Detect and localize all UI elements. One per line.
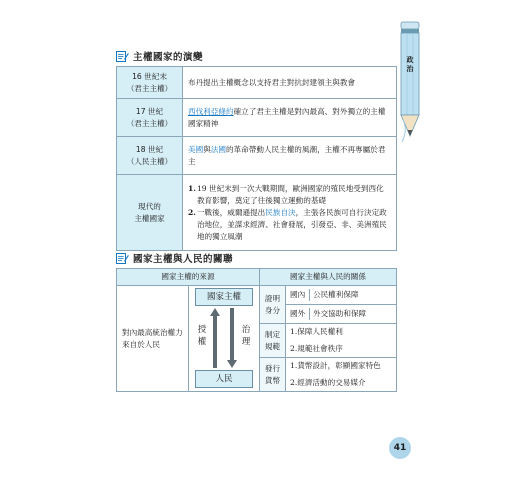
people-box: 人民 — [195, 370, 253, 388]
group-label-text: 制定規範 — [264, 329, 281, 351]
desc-cell — [183, 175, 397, 251]
table-row — [117, 137, 397, 175]
section2-title: 國家主權與人民的關聯 — [133, 254, 234, 265]
table-row — [117, 67, 397, 99]
group-item — [286, 358, 397, 375]
era-type: （君主主權） — [126, 83, 173, 93]
era-label: 18 世紀 — [135, 144, 164, 154]
sovereignty-diagram — [189, 286, 260, 392]
item-text: 2.經濟活動的交易媒介 — [290, 377, 366, 387]
header-relation: 國家主權與人民的關係 — [260, 269, 397, 286]
side-tab-label: 政治 — [406, 56, 414, 73]
sovereignty-evolution-table — [116, 66, 397, 251]
desc-cell — [183, 99, 397, 137]
desc-cell — [183, 137, 397, 175]
sovereignty-box: 國家主權 — [195, 288, 253, 306]
item-number: 1. — [188, 183, 196, 193]
page-number: 41 — [389, 437, 411, 459]
era-label: 17 世紀 — [135, 106, 164, 116]
group-label — [260, 358, 286, 392]
group-label — [260, 286, 286, 324]
treaty-link[interactable]: 西伐利亞條約 — [188, 106, 234, 116]
desc-text: 確立了君主主權是對內最高、對外獨立的主權國家精神 — [188, 106, 386, 128]
desc-text: 與 — [203, 144, 211, 154]
source-cell — [117, 286, 189, 392]
era-cell — [117, 137, 183, 175]
header-source: 國家主權的來源 — [117, 269, 260, 286]
pencil-tab-icon — [399, 20, 421, 145]
authorize-label: 授權 — [197, 325, 207, 347]
govern-label: 治理 — [241, 325, 251, 347]
era-label: 16 世紀末 — [132, 71, 167, 81]
item-prefix: 國外 — [290, 308, 310, 320]
era-label: 現代的 — [138, 201, 161, 211]
table-row — [117, 286, 397, 305]
list-item — [188, 183, 391, 207]
item-text: 外交協助和保障 — [313, 309, 367, 318]
group-item — [286, 286, 397, 305]
era-cell — [117, 67, 183, 99]
desc-cell — [183, 67, 397, 99]
item-number: 2. — [188, 207, 196, 217]
item-text: 1.保障人民權利 — [290, 327, 343, 337]
item-text: 一戰後，威爾遜提出 — [196, 207, 266, 217]
group-label — [260, 324, 286, 358]
table-row — [117, 99, 397, 137]
item-text: 19 世紀末到一次大戰期間，歐洲國家的殖民地受到西化教育影響，奠定了往後獨立運動的基礎 — [196, 183, 384, 205]
group-label-text: 發行貨幣 — [264, 363, 281, 385]
source-text: 對內最高統治權力來自於人民 — [122, 327, 183, 349]
era-cell — [117, 99, 183, 137]
self-determination-highlight: 民族自決 — [265, 207, 296, 217]
authorize-arrow-icon — [210, 308, 220, 368]
item-text: 2.規範社會秩序 — [290, 343, 343, 353]
sovereignty-people-table — [116, 268, 397, 392]
desc-text: 的革命帶動人民主權的風潮，主權不再專屬於君主 — [188, 144, 386, 166]
item-text: ，主張各民族可自行決定政治地位，並謀求經濟、社會發展，引發亞、非、美洲殖民地的獨立風潮 — [196, 207, 387, 241]
section2-header — [116, 251, 233, 265]
table-header-row — [117, 269, 397, 286]
france-highlight: 法國 — [210, 144, 226, 154]
group-item — [286, 375, 397, 392]
notebook-pencil-icon — [116, 252, 129, 264]
era-type: （君主主權） — [126, 118, 173, 128]
govern-arrow-icon — [227, 308, 237, 368]
group-item — [286, 324, 397, 341]
item-text: 公民權利保障 — [313, 290, 359, 299]
group-item — [286, 341, 397, 358]
table-row — [117, 175, 397, 251]
notebook-pencil-icon — [116, 50, 129, 62]
era-cell — [117, 175, 183, 251]
list-item — [188, 207, 391, 243]
group-label-text: 證明身分 — [264, 293, 281, 315]
era-type: （人民主權） — [126, 156, 173, 166]
era-type: 主權國家 — [134, 213, 165, 223]
item-text: 1.貨幣設計，彰顯國家特色 — [290, 361, 381, 371]
item-prefix: 國內 — [290, 289, 310, 301]
section1-title: 主權國家的演變 — [133, 52, 204, 63]
section1-header — [116, 49, 203, 63]
usa-highlight: 美國 — [188, 144, 204, 154]
group-item — [286, 305, 397, 324]
desc-text: 布丹提出主權概念以支持君主對抗封建領主與教會 — [188, 77, 356, 87]
